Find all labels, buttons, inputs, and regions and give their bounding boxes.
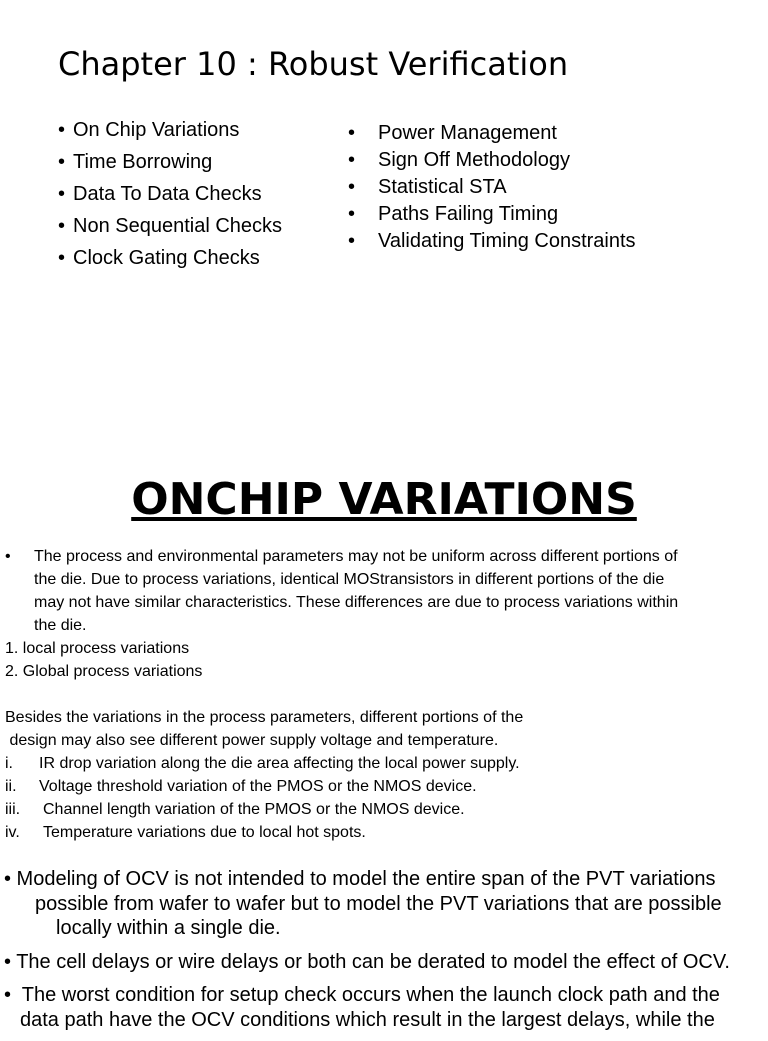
list-item: • The cell delays or wire delays or both can be derated to model the effect of OCV.: [4, 950, 730, 973]
list-item: • On Chip Variations: [58, 119, 240, 141]
list-item: • Statistical STA: [348, 176, 507, 198]
besides-paragraph: [5, 706, 625, 752]
list-item: • Non Sequential Checks: [58, 215, 283, 237]
paragraph-line: design may also see different power supply voltage and temperature.: [5, 732, 499, 749]
topic-list-left: [58, 116, 282, 276]
list-item: ii. Voltage threshold variation of the PMOS or the NMOS device.: [5, 778, 477, 795]
list-item: iii. Channel length variation of the PMOS or the NMOS device.: [5, 801, 465, 818]
intro-paragraph: [0, 545, 752, 637]
bullet-marker: •: [5, 548, 11, 565]
list-item: • Modeling of OCV is not intended to model the entire span of the PVT variations possible from wafer to wafer but to model the PVT variations that are possible locally within a single die.: [4, 868, 722, 939]
list-item: • Power Management: [348, 122, 557, 144]
list-item: • Paths Failing Timing: [348, 203, 559, 225]
intro-line: the die. Due to process variations, identical MOStransistors in different portions of the die: [34, 571, 665, 588]
slide-chapter-10: [0, 0, 768, 300]
chapter-title: Chapter 10 : Robust Verification: [58, 45, 569, 83]
section-heading: ONCHIP VARIATIONS: [131, 474, 637, 525]
variation-sources-list: [5, 752, 520, 844]
list-item: • Sign Off Methodology: [348, 149, 570, 171]
paragraph-line: Besides the variations in the process parameters, different portions of the: [5, 709, 524, 726]
list-item: i. IR drop variation along the die area affecting the local power supply.: [5, 755, 520, 772]
ocv-bullet-list: [4, 867, 764, 1041]
intro-line: the die.: [34, 617, 87, 634]
list-item: • Clock Gating Checks: [58, 247, 260, 269]
list-item: • Data To Data Checks: [58, 183, 262, 205]
intro-line: may not have similar characteristics. These differences are due to process variations within: [34, 594, 679, 611]
list-item: • Validating Timing Constraints: [348, 230, 636, 252]
list-item: 2. Global process variations: [5, 663, 203, 680]
process-variation-list: [5, 637, 202, 683]
intro-line: The process and environmental parameters may not be uniform across different portions of: [34, 548, 678, 565]
list-item: iv. Temperature variations due to local hot spots.: [5, 824, 366, 841]
list-item: • The worst condition for setup check occurs when the launch clock path and the data path have the OCV conditions which result in the largest delays, while the: [4, 984, 720, 1031]
list-item: • Time Borrowing: [58, 151, 213, 173]
list-item: 1. local process variations: [5, 640, 190, 657]
topic-list-right: [348, 120, 636, 255]
